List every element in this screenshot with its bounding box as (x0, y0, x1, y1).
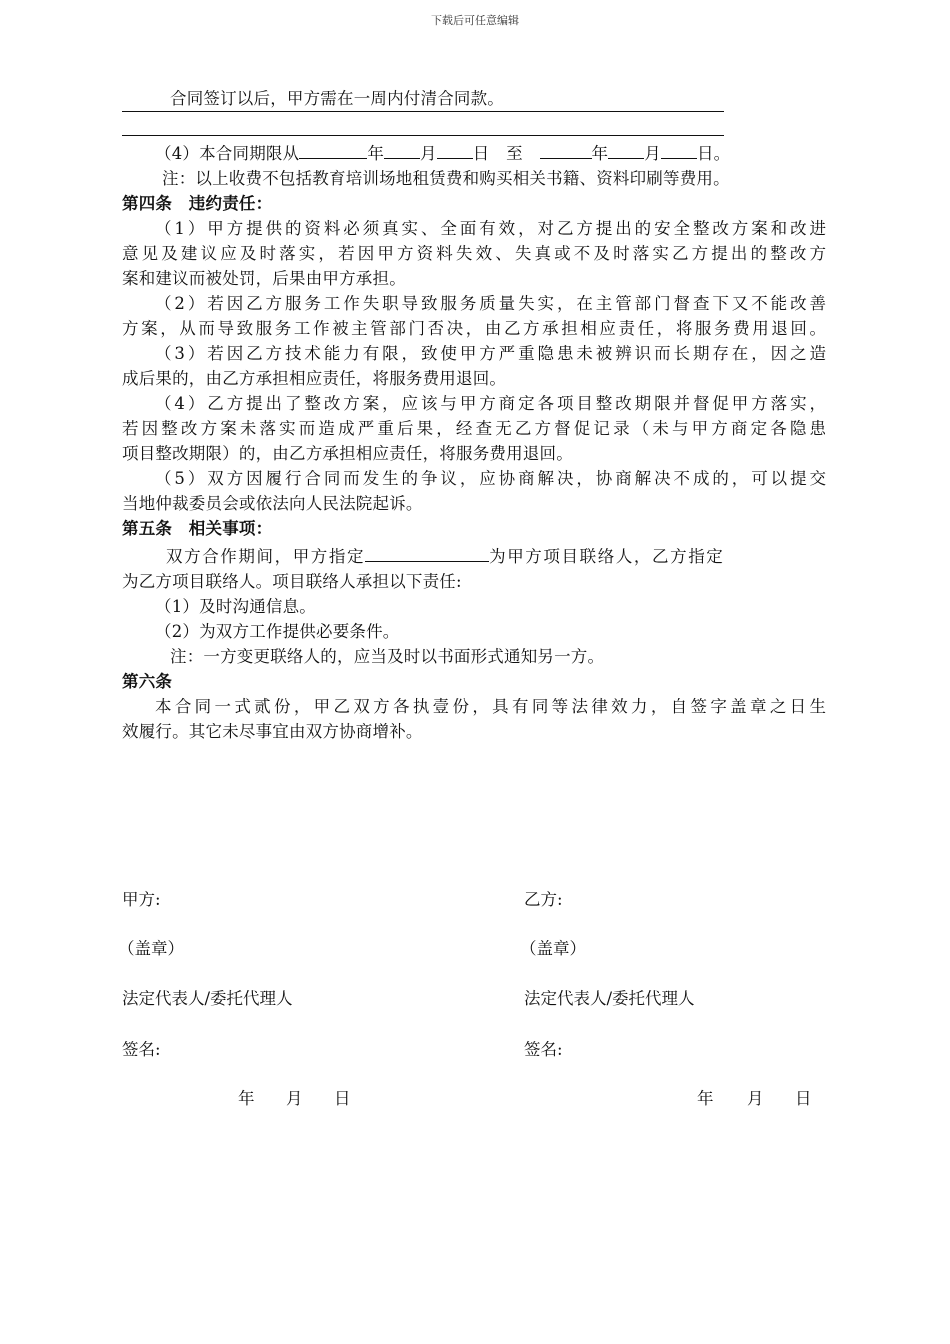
article4-p5-line2: 当地仲裁委员会或依法向人民法院起诉。 (122, 494, 423, 513)
article5-line1: 双方合作期间，甲方指定 为甲方项目联络人，乙方指定 (122, 541, 826, 569)
article4-p2-line2: 方案，从而导致服务工作被主管部门否决，由乙方承担相应责任，将服务费用退回。 (122, 319, 826, 338)
article6-line2: 效履行。其它未尽事宜由双方协商增补。 (122, 722, 423, 741)
article4-p3-line1: （3）若因乙方技术能力有限，致使甲方严重隐患未被辨识而长期存在，因之造 (155, 344, 826, 363)
start-day-blank[interactable] (437, 138, 473, 159)
article5-note: 注：一方变更联络人的，应当及时以书面形式通知另一方。 (170, 647, 605, 666)
fee-note: 注：以上收费不包括教育培训场地租赁费和购买相关书籍、资料印刷等费用。 (162, 169, 730, 188)
payment-line: 合同签订以后，甲方需在一周内付清合同款。 (122, 86, 724, 112)
start-year-blank[interactable] (299, 138, 367, 159)
party-a-representative: 法定代表人/委托代理人 (122, 989, 293, 1008)
contract-body (122, 86, 826, 744)
page-header: 下载后可任意编辑 (431, 14, 519, 27)
party-b-date: 年 月 日 (697, 1089, 812, 1108)
start-month-blank[interactable] (384, 138, 420, 159)
article6-title: 第六条 (122, 672, 173, 691)
article4-p5-line1: （5）双方因履行合同而发生的争议，应协商解决，协商解决不成的，可以提交 (155, 469, 826, 488)
end-month-blank[interactable] (608, 138, 644, 159)
article4-p1-line2: 意见及建议应及时落实，若因甲方资料失效、失真或不及时落实乙方提出的整改方 (122, 244, 826, 263)
party-b-seal: （盖章） (520, 939, 586, 958)
article4-p2-line1: （2）若因乙方服务工作失职导致服务质量失实，在主管部门督查下又不能改善 (155, 294, 826, 313)
article5-item1: （1）及时沟通信息。 (155, 597, 316, 616)
article4-p1-line3: 案和建议而被处罚，后果由甲方承担。 (122, 269, 406, 288)
article4-p3-line2: 成后果的，由乙方承担相应责任，将服务费用退回。 (122, 369, 507, 388)
article6-line1: 本合同一式贰份，甲乙双方各执壹份，具有同等法律效力，自签字盖章之日生 (155, 697, 826, 716)
end-day-blank[interactable] (661, 138, 697, 159)
party-a-date: 年 月 日 (238, 1089, 351, 1108)
party-a-seal: （盖章） (118, 939, 184, 958)
end-year-blank[interactable] (540, 138, 592, 159)
article5-title: 第五条 相关事项： (122, 519, 273, 538)
blank-rule-line (122, 112, 724, 136)
party-a-contact-blank[interactable] (365, 541, 489, 562)
party-b-label: 乙方: (524, 890, 563, 909)
contract-term-line: （4）本合同期限从 年 月 日 至 年 月 日。 (122, 138, 826, 166)
article5-item2: （2）为双方工作提供必要条件。 (155, 622, 400, 641)
party-b-signature: 签名: (524, 1040, 563, 1059)
article4-title: 第四条 违约责任： (122, 194, 273, 213)
party-a-label: 甲方: (122, 890, 161, 909)
article5-line2: 为乙方项目联络人。项目联络人承担以下责任: (122, 572, 462, 591)
article4-p1-line1: （1）甲方提供的资料必须真实、全面有效，对乙方提出的安全整改方案和改进 (155, 219, 826, 238)
article4-p4-line1: （4）乙方提出了整改方案，应该与甲方商定各项目整改期限并督促甲方落实， (155, 394, 826, 413)
party-b-representative: 法定代表人/委托代理人 (524, 989, 695, 1008)
article4-p4-line2: 若因整改方案未落实而造成严重后果，经查无乙方督促记录（未与甲方商定各隐患 (122, 419, 826, 438)
party-a-signature: 签名: (122, 1040, 161, 1059)
article4-p4-line3: 项目整改期限）的，由乙方承担相应责任，将服务费用退回。 (122, 444, 573, 463)
